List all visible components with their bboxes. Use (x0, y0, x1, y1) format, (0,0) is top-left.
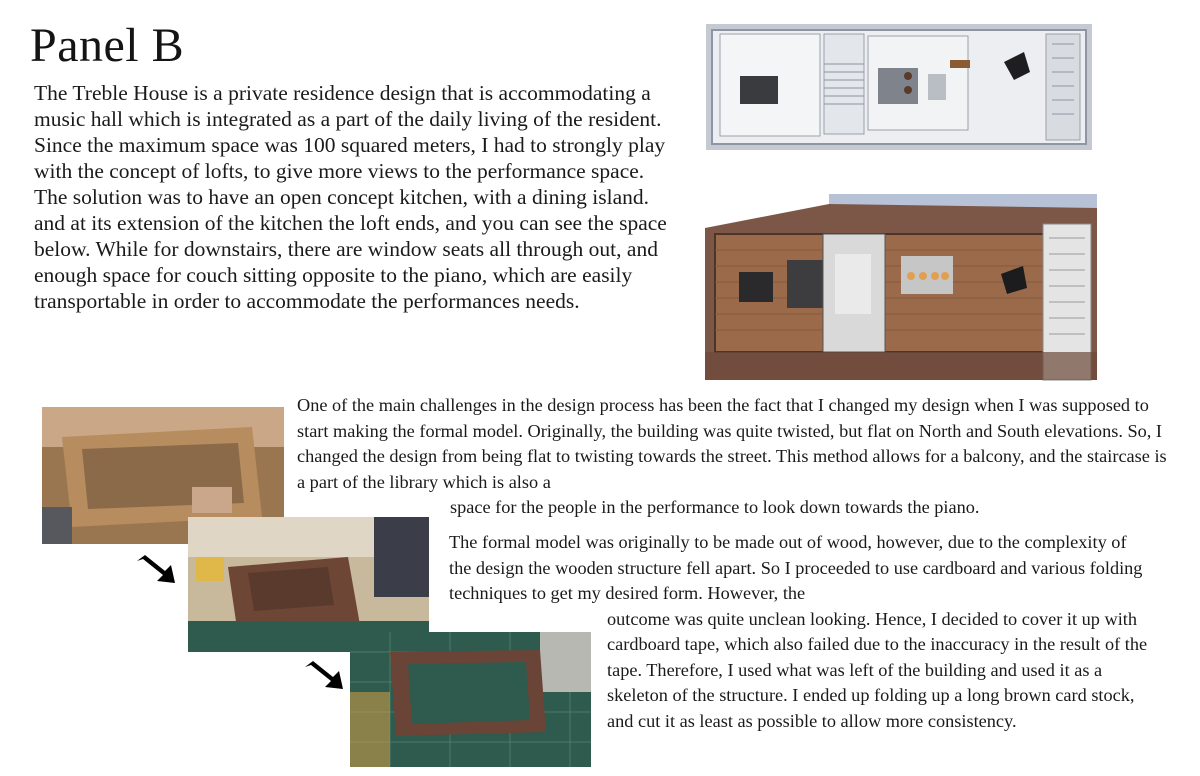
challenges-main-text: One of the main challenges in the design process has been the fact that I changed my design when I was supposed to start making the formal model. Originally, the building was quite twisted, but flat on North and South elevations. So, I changed the design from being flat to twisting towards the street. This method allows for a balcony, and the staircase is a part of the library which is also a (297, 395, 1167, 492)
arrow-diagonal-icon (135, 553, 179, 585)
floor-plan-upper-render (706, 24, 1092, 150)
model-tail-text: outcome was quite unclean looking. Hence, I decided to cover it up with cardboard tape, which also failed due to the inaccuracy in the result of the tape. Therefore, I used what was left of the building and used it as a skeleton of the structure. I ended up folding up a long brown card stock, and cut it as least as possible to allow more consistency. (607, 608, 1148, 731)
intro-paragraph: The Treble House is a private residence design that is accommodating a music hall which is integrated as a part of the daily living of the resident. Since the maximum space was 100 squared meters, I had to strongly play with the concept of lofts, to give more views to the performance space. The solution was to have an open concept kitchen, with a dining island. and at its extension of the kitchen the loft ends, and you can see the space below. While for downstairs, there are window seats all through out, and enough space for couch sitting opposite to the piano, which are easily transportable in order to accommodate the performances needs. (34, 81, 667, 313)
floor-plan-lower-render (705, 194, 1097, 382)
model-photo-final-drawing (350, 632, 591, 767)
arrow-diagonal-icon (303, 659, 347, 691)
page-title: Panel B (30, 19, 185, 72)
floor-plan-lower-drawing (705, 194, 1097, 382)
model-photo-final (350, 632, 591, 767)
challenges-paragraph (297, 393, 1167, 521)
challenges-tail-text: space for the people in the performance to look down towards the piano. (450, 497, 980, 517)
floor-plan-upper-drawing (706, 24, 1092, 150)
model-main-text: The formal model was originally to be made out of wood, however, due to the complexity of the design the wooden structure fell apart. So I proceeded to use cardboard and various folding techniques to get my desired form. However, the (449, 532, 1143, 603)
